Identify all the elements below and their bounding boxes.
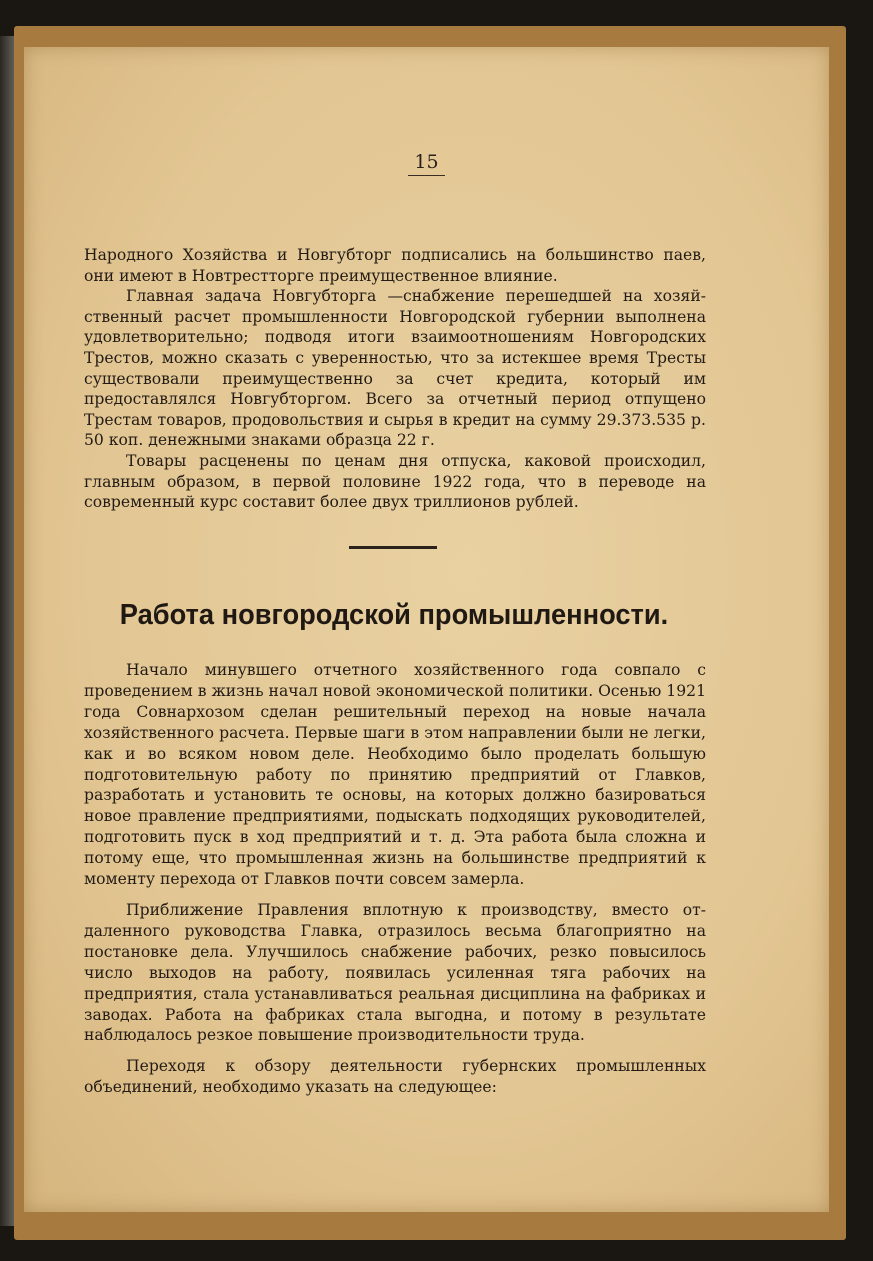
section-heading: Работа новгородской промышленности. xyxy=(119,599,669,631)
paragraph: Приближение Правления вплотную к производству, вместо отдаленного руководства Главка, отразилось весьма благоприятно на постановке дела. Улучшилось снабжение рабочих, резко повысилось число выходов на работу, появилась усиленная тяга рабочих на предприятия, стала устанавливаться реальная дисциплина на фабриках и заводах. Работа на фабриках стала выгодна, и потому в результате наблюдалось резкое повышение производительности труда. xyxy=(84,900,706,1045)
document-page xyxy=(24,47,829,1212)
section-text xyxy=(84,660,706,1098)
paragraph: Начало минувшего отчетного хозяйственного года совпало с проведением в жизнь начал новой экономической политики. Осенью 1921 года Совнархозом сделан решительный переход на новые начала хозяйственного расчета. Первые шаги в этом направлении были не легки, как и во всяком новом деле. Необходимо было проделать большую подготовительную работу по принятию предприятий от Главков, разработать и установить те основы, на которых должно базироваться новое правление предприятиями, подыскать подходящих руководителей, подготовить пуск в ход предприятий и т. д. Эта работа была сложна и потому еще, что промышленная жизнь на большинстве предприятий к моменту перехода от Главков почти совсем замерла. xyxy=(84,661,706,889)
paragraph: Главная задача Новгубторга —снабжение перешедшей на хозяйственный расчет промышленности Новгородской губернии выполнена удовлетворительно; подводя итоги взаимоотношениям Новгородских Трестов, можно сказать с уверенностью, что за истекшее время Тресты существовали преимущественно за счет кредита, который им предоставлялся Новгубторгом. Всего за отчетный период отпущено Трестам товаров, продовольствия и сырья в кредит на сумму 29.373.535 р. 50 коп. денежными знаками образца 22 г. xyxy=(84,287,706,450)
section-divider xyxy=(349,546,437,549)
paragraph: Народного Хозяйства и Новгубторг подписались на большинство паев, они имеют в Новтрестторге преимущественное влияние. xyxy=(84,246,706,285)
page-number: 15 xyxy=(24,151,829,173)
intro-text xyxy=(84,245,706,513)
paragraph: Товары расценены по ценам дня отпуска, каковой происходил, главным образом, в первой половине 1922 года, что в переводе на современный курс составит более двух триллионов рублей. xyxy=(84,451,706,512)
paragraph: Переходя к обзору деятельности губернских промышленных объединений, необходимо указать на следующее: xyxy=(84,1057,706,1097)
